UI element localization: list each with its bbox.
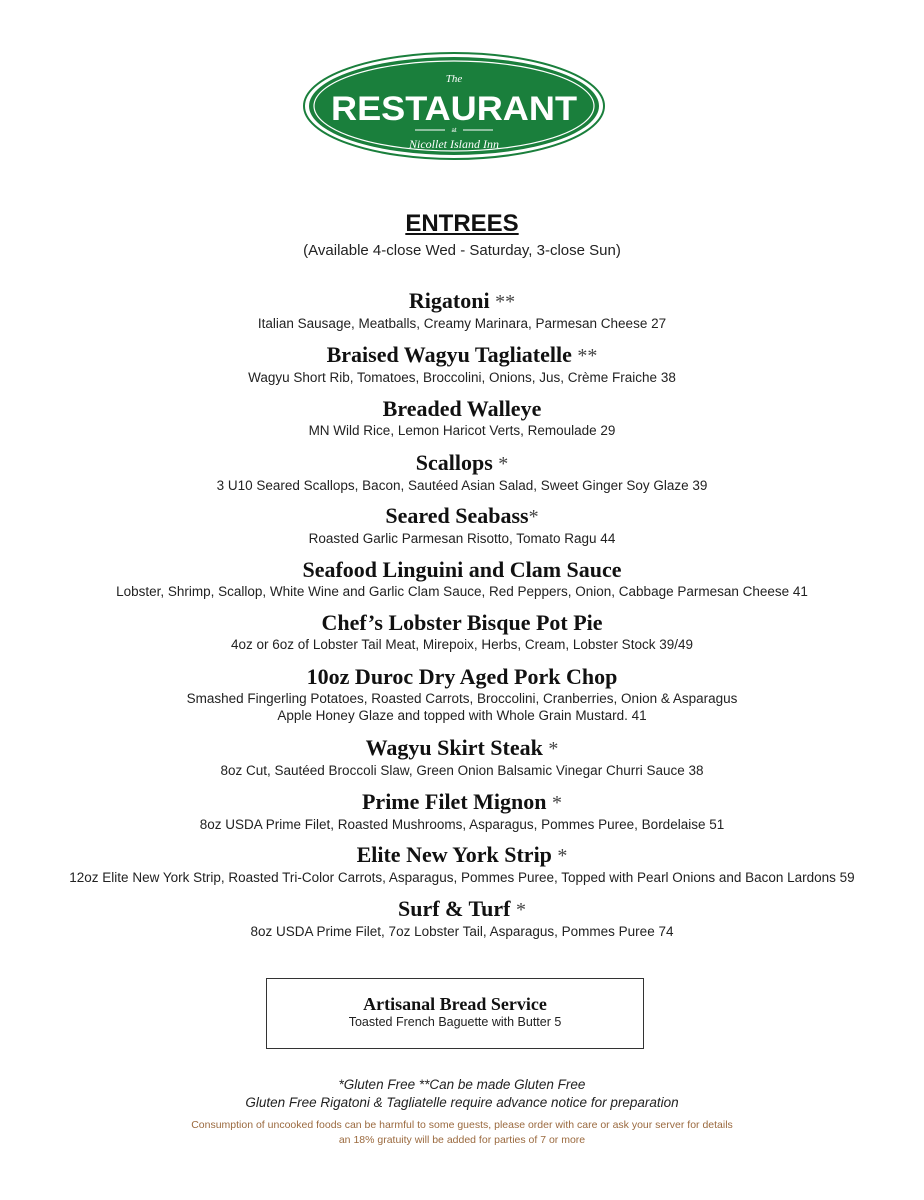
menu-item — [0, 789, 924, 833]
section-title: ENTREES — [405, 210, 519, 237]
item-description: Roasted Garlic Parmesan Risotto, Tomato Ragu 44 — [308, 531, 616, 546]
menu-item — [0, 664, 924, 724]
item-description: 8oz Cut, Sautéed Broccoli Slaw, Green Onion Balsamic Vinegar Churri Sauce 38 — [220, 763, 704, 778]
item-name: Wagyu Skirt Steak * — [365, 735, 559, 760]
item-name: Breaded Walleye — [382, 396, 542, 421]
item-name: Elite New York Strip * — [356, 842, 568, 867]
logo-location: Nicollet Island Inn — [409, 137, 499, 151]
menu-item — [0, 288, 924, 332]
item-description-line2: Apple Honey Glaze and topped with Whole Grain Mustard. 41 — [277, 708, 647, 723]
item-name: Surf & Turf * — [398, 896, 526, 921]
section-subtitle: (Available 4-close Wed - Saturday, 3-close Sun) — [303, 242, 621, 259]
item-description: 8oz USDA Prime Filet, Roasted Mushrooms, Asparagus, Pommes Puree, Bordelaise 51 — [199, 817, 725, 832]
menu-item — [0, 842, 924, 886]
item-name: Seafood Linguini and Clam Sauce — [302, 557, 622, 582]
item-description: 8oz USDA Prime Filet, 7oz Lobster Tail, Asparagus, Pommes Puree 74 — [250, 924, 674, 939]
item-name: Rigatoni ** — [408, 288, 516, 313]
menu-item — [0, 610, 924, 653]
item-name: Prime Filet Mignon * — [361, 789, 562, 814]
item-name: Scallops * — [415, 450, 509, 475]
item-description: Lobster, Shrimp, Scallop, White Wine and Garlic Clam Sauce, Red Peppers, Onion, Cabbage Parmesan Cheese 41 — [116, 584, 808, 599]
item-description: Wagyu Short Rib, Tomatoes, Broccolini, Onions, Jus, Crème Fraiche 38 — [248, 370, 676, 385]
menu-item — [0, 450, 924, 494]
item-description: 12oz Elite New York Strip, Roasted Tri-Color Carrots, Asparagus, Pommes Puree, Topped with Pearl Onions and Bacon Lardons 59 — [69, 870, 855, 885]
menu-item — [0, 342, 924, 386]
item-name: 10oz Duroc Dry Aged Pork Chop — [306, 664, 618, 689]
item-name: Chef’s Lobster Bisque Pot Pie — [321, 610, 603, 635]
item-description: MN Wild Rice, Lemon Haricot Verts, Remoulade 29 — [308, 423, 616, 438]
item-description: 4oz or 6oz of Lobster Tail Meat, Mirepoix, Herbs, Cream, Lobster Stock 39/49 — [231, 637, 693, 652]
advance-notice: Gluten Free Rigatoni & Tagliatelle require advance notice for preparation — [245, 1095, 679, 1110]
restaurant-logo — [303, 52, 605, 160]
item-gluten-mark: ** — [495, 291, 516, 313]
logo-the: The — [445, 73, 463, 85]
item-name: Braised Wagyu Tagliatelle ** — [326, 342, 598, 367]
bread-service-name: Artisanal Bread Service — [363, 994, 547, 1014]
item-description: Italian Sausage, Meatballs, Creamy Marinara, Parmesan Cheese 27 — [257, 316, 667, 331]
item-description: 3 U10 Seared Scallops, Bacon, Sautéed Asian Salad, Sweet Ginger Soy Glaze 39 — [216, 478, 708, 493]
logo-at: at — [451, 128, 457, 134]
menu-item — [0, 557, 924, 600]
item-gluten-mark: * — [552, 792, 562, 814]
bread-service-description: Toasted French Baguette with Butter 5 — [348, 1015, 562, 1029]
item-name: Seared Seabass* — [385, 503, 539, 528]
bread-service-box — [266, 978, 644, 1049]
disclaimer-line-1: Consumption of uncooked foods can be harmful to some guests, please order with care or ask your server for details — [191, 1119, 733, 1131]
gluten-legend: *Gluten Free **Can be made Gluten Free — [338, 1077, 586, 1092]
item-gluten-mark: * — [498, 453, 509, 475]
menu-item — [0, 503, 924, 547]
disclaimer-line-2: an 18% gratuity will be added for parties of 7 or more — [338, 1134, 586, 1146]
logo-name: RESTAURANT — [331, 90, 578, 128]
item-description: Smashed Fingerling Potatoes, Roasted Carrots, Broccolini, Cranberries, Onion & Asparagus — [186, 691, 738, 706]
menu-item — [0, 396, 924, 439]
item-gluten-mark: * — [557, 845, 568, 867]
item-gluten-mark: ** — [577, 345, 598, 367]
menu-item — [0, 735, 924, 779]
item-gluten-mark: * — [528, 506, 539, 528]
item-gluten-mark: * — [548, 738, 559, 760]
item-gluten-mark: * — [515, 899, 526, 921]
menu-item — [0, 896, 924, 940]
